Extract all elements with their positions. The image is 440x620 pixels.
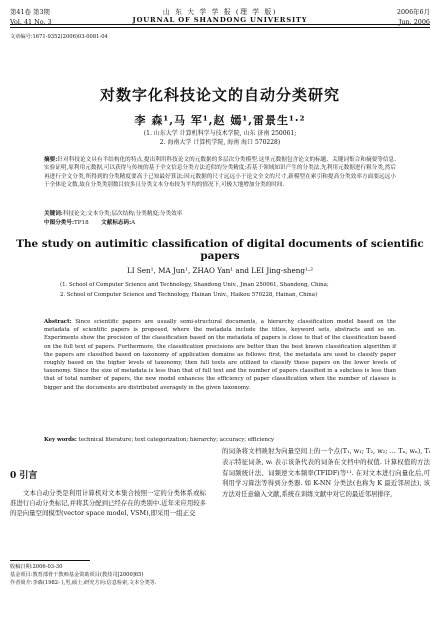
footnote-rule (10, 560, 90, 561)
title-en: The study on autimitic classification of digital documents of scientific papers (16, 238, 424, 262)
keywords-cn-text: 科技论文;文本分类;层次结构;分类精度;分类效率 (62, 211, 183, 217)
issue-date-en: Jun. 2006 (398, 18, 430, 26)
doc-code-value: A (131, 220, 136, 226)
journal-name-cn: 山 东 大 学 学 报 (理 学 版) (162, 8, 278, 16)
clc-value: TP18 (74, 220, 89, 226)
issue-date-cn: 2006年6月 (396, 8, 430, 16)
footnote-received: 收稿日期:2006-03-30 (10, 564, 63, 570)
keywords-en-label: Key words: (44, 437, 77, 443)
clc-label: 中图分类号: (44, 220, 75, 226)
intro-left-column: 文本自动分类是利用计算机对文本集合按照一定的分类体系或标准进行自动分类标记,并将其分配到已经存在的类别中.近年来应用较多的是向量空间模型(vector space model, VSM),即采用一组正交 (10, 489, 206, 517)
authors-en: LI Sen¹, MA Jun¹, ZHAO Yan¹ and LEI Jing-sheng¹·² (126, 266, 314, 275)
abstract-cn-text: 针对科技论文具有半结构化的特点,提出利用科技论文的元数据的多层次分类模型.这里元数据包含论文的标题、关键词集合和摘要等信息.实验证明,原利用元数据,可以获得与传统的基于全文信息分类方法近似的分类精度;若基于领域知识产生的分类法,先利用元数据进行粗分类,然后再进行全文分类,所得到的分类精度要高于已知最好算法;因元数据的尺寸远远小于论文全文的尺寸,新模型在索引和提高分类效率方面要远远小于全体论文数,故在分类类别数目较多且分类文本分布较为平均的情况下,可极大地增加分类的时间. (44, 157, 396, 189)
affiliation-cn-1: (1. 山东大学 计算机科学与技术学院, 山东 济南 250061; (143, 130, 297, 137)
journal-name-en: JOURNAL OF SHANDONG UNIVERSITY (132, 16, 308, 24)
affiliation-en-1: (1. School of Computer Science and Technology, Shandong Univ., Jinan 250061, Shandong, China; (60, 282, 329, 288)
footnote-author-bio: 作者简介:李森(1982- ),男,硕士,研究方向:信息检索,文本分类等. (10, 580, 157, 586)
affiliation-cn-2: 2. 海南大学 计算机学院, 海南 海口 570228) (159, 139, 281, 146)
doc-code-label: 文献标志码: (101, 220, 132, 226)
footnote-funding: 基金项目:教育部骨干教师基金资助项目(教技司[2000]65) (10, 572, 144, 578)
volume-en: Vol. 41 No. 3 (10, 18, 52, 26)
abstract-en-text: Since scientific papers are usually semi-structural documents, a hierarchy classification model based on the metadata of scientific papers is proposed, where the metadata include the titles, keyword sets, abstracts and so on. Experiments show the precision of the classification based on the metadata of papers is close to that of the classification based on the full text of papers. Furthermore, the classification precisions are better than the best known classification algorithm if the papers are classified based on taxonomy of application domains as follows: first, the metadata are used to classify paper roughly based on the higher levels of taxonomy, then full texts are utilized to classify these papers on the lower levels of taxonomy. Since the size of metadata is less than that of full text and the number of papers classified in a subclass is less than that of total number of papers, the new model enhances the efficiency of paper classification when the number of classes is bigger and the documents are distributed averagely in the given taxonomy. (44, 319, 396, 391)
volume-cn: 第41卷 第3期 (10, 8, 50, 16)
authors-cn: 李 森¹,马 军¹,赵 嫣¹,雷景生¹·² (134, 114, 306, 127)
keywords-cn (44, 210, 396, 218)
affiliation-en-2: 2. School of Computer Science and Technology, Hainan Univ., Haikou 570228, Hainan, China) (60, 292, 318, 298)
header-rule-thick (10, 24, 430, 25)
title-cn: 对数字化科技论文的自动分类研究 (99, 86, 340, 104)
keywords-en-text: technical literature; text categorization; hierarchy; accuracy; efficiency (78, 437, 275, 443)
abstract-cn (44, 156, 396, 190)
intro-right-column: 的词条将文档映射为向量空间上的一个点(T₁, w₁; T₂, w₂; … Tₙ, wₙ), Tᵢ 表示特征词条, wᵢ 表示该条代表的词条在文档中的权值. 计算权值的方法有词频统计法、词频逆文本频率(TFIDF)等¹¹. 在对文本进行向量化后,可利用学习算法等得到分类器. 如 K-NN 分类法(也称为 K 最近邻居法), 该方法对任意输入文献,系统在训练文献中对它的最近邻居排序, (222, 447, 430, 499)
abstract-en-label: Abstract: (44, 319, 72, 325)
abstract-en (44, 318, 396, 392)
keywords-en (44, 436, 396, 444)
keywords-cn-label: 关键词: (44, 211, 63, 217)
header-rule-thin (10, 27, 430, 28)
abstract-cn-label: 摘要: (44, 157, 58, 163)
classification-cn (44, 219, 396, 227)
section-heading-intro: 0 引言 (10, 471, 38, 481)
article-number: 文章编号:1671-9352(2006)03-0081-04 (10, 34, 108, 40)
